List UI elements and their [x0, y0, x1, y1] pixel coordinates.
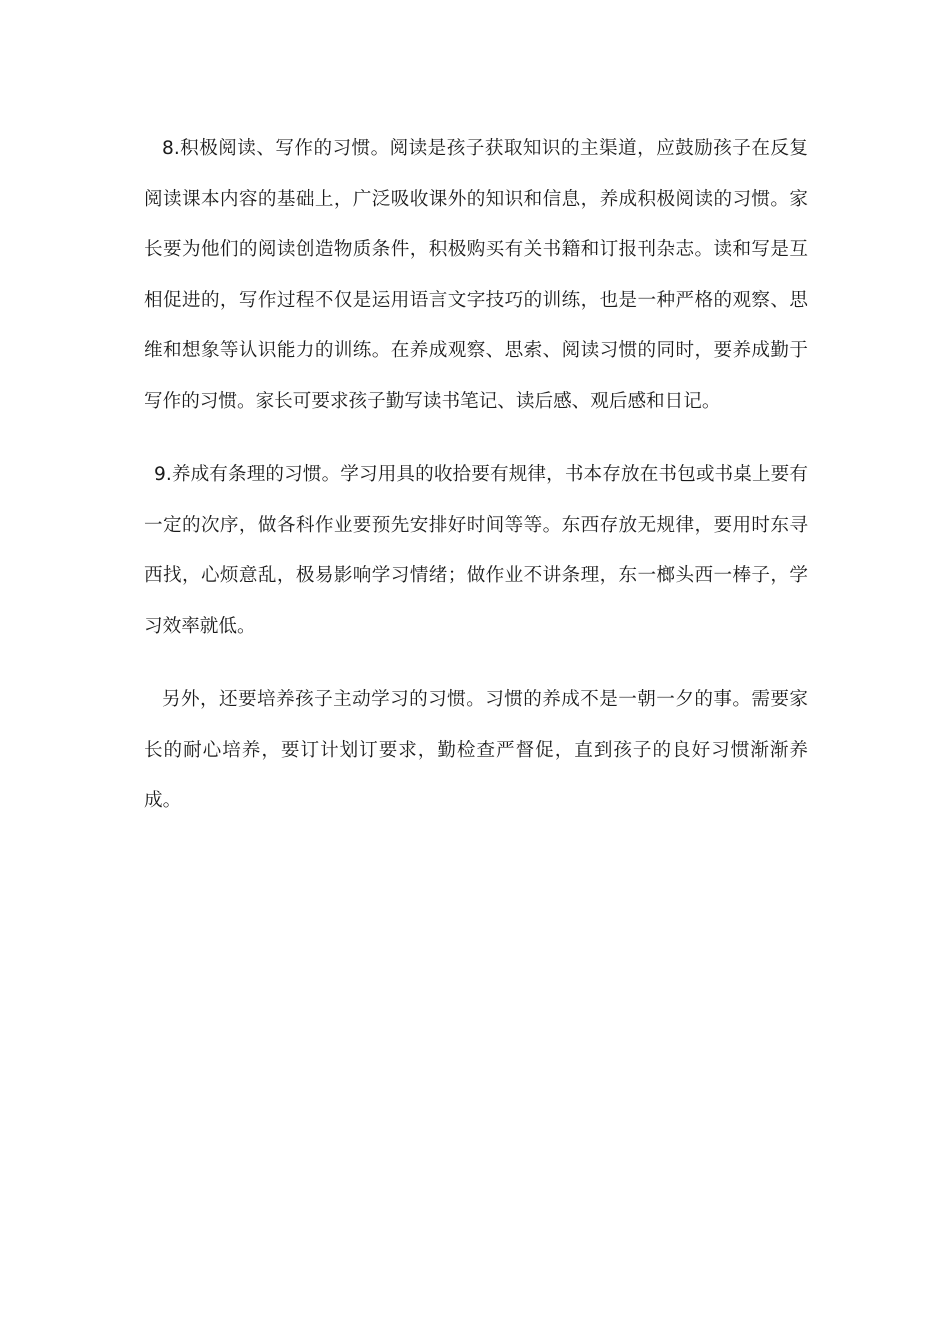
- paragraph-reading-writing-habit: 8.积极阅读、写作的习惯。阅读是孩子获取知识的主渠道，应鼓励孩子在反复阅读课本内容的基础上，广泛吸收课外的知识和信息，养成积极阅读的习惯。家长要为他们的阅读创造物质条件，积极购买有关书籍和订报刊杂志。读和写是互相促进的，写作过程不仅是运用语言文字技巧的训练，也是一种严格的观察、思维和想象等认识能力的训练。在养成观察、思索、阅读习惯的同时，要养成勤于写作的习惯。家长可要求孩子勤写读书笔记、读后感、观后感和日记。: [144, 138, 808, 412]
- document-body: [144, 124, 808, 827]
- paragraph-active-learning-habit: 另外，还要培养孩子主动学习的习惯。习惯的养成不是一朝一夕的事。需要家长的耐心培养，要订计划订要求，勤检查严督促，直到孩子的良好习惯渐渐养成。: [144, 689, 808, 811]
- paragraph-orderliness-habit: 9.养成有条理的习惯。学习用具的收拾要有规律，书本存放在书包或书桌上要有一定的次序，做各科作业要预先安排好时间等等。东西存放无规律，要用时东寻西找，心烦意乱，极易影响学习情绪；做作业不讲条理，东一榔头西一棒子，学习效率就低。: [144, 464, 808, 637]
